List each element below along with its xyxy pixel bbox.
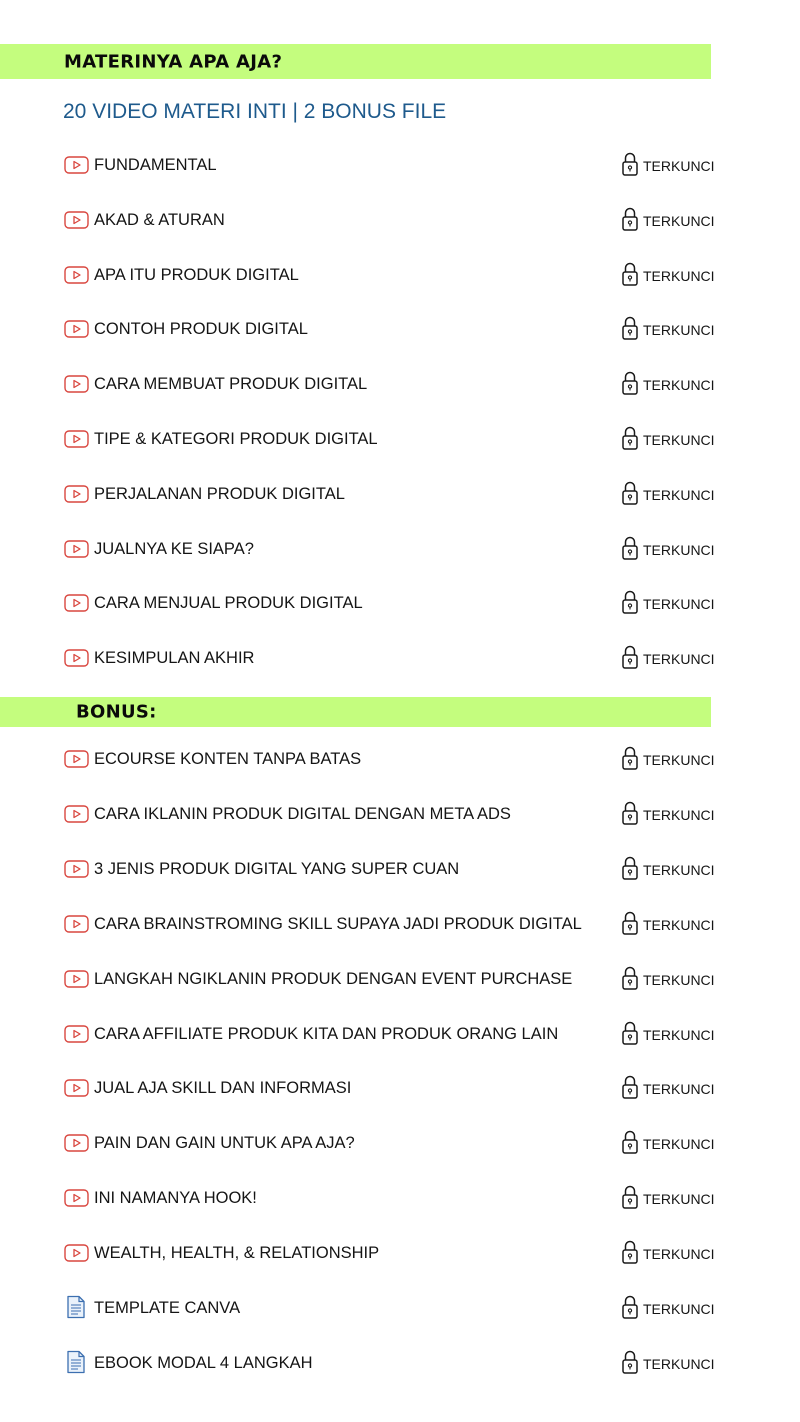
- lock-status: TERKUNCI: [643, 1301, 715, 1317]
- play-video-icon: [64, 1243, 89, 1263]
- lock-icon: [621, 1184, 639, 1210]
- item-label: CARA IKLANIN PRODUK DIGITAL DENGAN META ADS: [94, 804, 511, 823]
- lock-status: TERKUNCI: [643, 1136, 715, 1153]
- lock-status: TERKUNCI: [643, 861, 715, 878]
- bonus-item[interactable]: [0, 1241, 800, 1265]
- materi-item[interactable]: [0, 591, 800, 615]
- item-label: CARA MEMBUAT PRODUK DIGITAL: [94, 375, 368, 394]
- lock-status: TERKUNCI: [643, 752, 715, 768]
- play-video-icon: [64, 374, 89, 394]
- lock-icon: [621, 370, 639, 396]
- lock-icon: [621, 1294, 639, 1320]
- item-label: CONTOH PRODUK DIGITAL: [94, 320, 308, 339]
- item-label: CARA AFFILIATE PRODUK KITA DAN PRODUK ORANG LAIN: [94, 1024, 559, 1043]
- item-label: WEALTH, HEALTH, & RELATIONSHIP: [94, 1244, 380, 1263]
- lock-icon: [621, 855, 639, 881]
- lock-icon: [621, 206, 639, 232]
- play-video-icon: [64, 593, 89, 613]
- item-label: JUALNYA KE SIAPA?: [94, 539, 254, 558]
- play-video-icon: [64, 1024, 89, 1044]
- lock-status: TERKUNCI: [643, 916, 715, 933]
- content-summary: 20 VIDEO MATERI INTI | 2 BONUS FILE: [63, 100, 447, 123]
- play-video-icon: [64, 1133, 89, 1153]
- materi-item[interactable]: [0, 208, 800, 232]
- lock-icon: [621, 745, 639, 771]
- play-video-icon: [64, 484, 89, 504]
- bonus-item[interactable]: [0, 1351, 800, 1375]
- lock-icon: [621, 1074, 639, 1100]
- item-label: TIPE & KATEGORI PRODUK DIGITAL: [94, 430, 378, 448]
- lock-icon: [621, 800, 639, 826]
- item-label: KESIMPULAN AKHIR: [94, 649, 255, 668]
- lock-status: TERKUNCI: [643, 1355, 715, 1372]
- lock-icon: [621, 1239, 639, 1265]
- play-video-icon: [64, 859, 89, 879]
- lock-icon: [621, 261, 639, 287]
- item-label: TEMPLATE CANVA: [94, 1299, 241, 1317]
- lock-icon: [621, 425, 639, 451]
- lock-icon: [621, 910, 639, 936]
- item-label: APA ITU PRODUK DIGITAL: [94, 265, 299, 284]
- materi-item[interactable]: [0, 372, 800, 396]
- lock-icon: [621, 644, 639, 670]
- lock-status: TERKUNCI: [643, 1026, 715, 1043]
- lock-icon: [621, 151, 639, 177]
- item-label: LANGKAH NGIKLANIN PRODUK DENGAN EVENT PURCHASE: [94, 969, 573, 988]
- lock-status: TERKUNCI: [643, 377, 715, 394]
- lock-status: TERKUNCI: [643, 486, 715, 503]
- bonus-item[interactable]: [0, 1296, 800, 1320]
- lock-icon: [621, 1129, 639, 1155]
- bonus-item[interactable]: [0, 967, 800, 991]
- item-label: AKAD & ATURAN: [94, 210, 225, 229]
- materi-item[interactable]: [0, 646, 800, 670]
- bonus-item[interactable]: [0, 1186, 800, 1210]
- play-video-icon: [64, 155, 89, 175]
- lock-icon: [621, 1020, 639, 1046]
- lock-icon: [621, 315, 639, 341]
- bonus-item[interactable]: [0, 747, 800, 771]
- play-video-icon: [64, 539, 89, 559]
- lock-icon: [621, 1349, 639, 1375]
- item-label: INI NAMANYA HOOK!: [94, 1189, 257, 1208]
- lock-status: TERKUNCI: [643, 1191, 715, 1208]
- lock-status: TERKUNCI: [643, 806, 715, 823]
- bonus-item[interactable]: [0, 912, 800, 936]
- lock-status: TERKUNCI: [643, 541, 715, 558]
- bonus-item[interactable]: [0, 1076, 800, 1100]
- item-label: PAIN DAN GAIN UNTUK APA AJA?: [94, 1134, 355, 1153]
- play-video-icon: [64, 1188, 89, 1208]
- materi-item[interactable]: [0, 263, 800, 287]
- item-label: 3 JENIS PRODUK DIGITAL YANG SUPER CUAN: [94, 859, 460, 878]
- lock-status: TERKUNCI: [643, 651, 715, 668]
- lock-status: TERKUNCI: [643, 1246, 715, 1263]
- lock-status: TERKUNCI: [643, 158, 715, 174]
- bonus-item[interactable]: [0, 1022, 800, 1046]
- bonus-item[interactable]: [0, 857, 800, 881]
- item-label: PERJALANAN PRODUK DIGITAL: [94, 484, 345, 503]
- document-icon: [64, 1298, 89, 1318]
- item-label: JUAL AJA SKILL DAN INFORMASI: [94, 1079, 352, 1098]
- lock-status: TERKUNCI: [643, 971, 715, 988]
- materi-item[interactable]: [0, 317, 800, 341]
- item-label: EBOOK MODAL 4 LANGKAH: [94, 1353, 313, 1372]
- lock-icon: [621, 480, 639, 506]
- item-label: FUNDAMENTAL: [94, 156, 217, 174]
- item-label: CARA MENJUAL PRODUK DIGITAL: [94, 594, 363, 613]
- lock-icon: [621, 965, 639, 991]
- play-video-icon: [64, 648, 89, 668]
- lock-status: TERKUNCI: [643, 1081, 715, 1098]
- lock-status: TERKUNCI: [643, 596, 715, 613]
- play-video-icon: [64, 1078, 89, 1098]
- materi-item[interactable]: [0, 153, 800, 177]
- item-label: ECOURSE KONTEN TANPA BATAS: [94, 750, 362, 768]
- bonus-item[interactable]: [0, 1131, 800, 1155]
- play-video-icon: [64, 969, 89, 989]
- bonus-section-header: [0, 697, 711, 727]
- materi-item[interactable]: [0, 482, 800, 506]
- lock-icon: [621, 589, 639, 615]
- play-video-icon: [64, 914, 89, 934]
- play-video-icon: [64, 319, 89, 339]
- play-video-icon: [64, 210, 89, 230]
- materi-item[interactable]: [0, 537, 800, 561]
- play-video-icon: [64, 804, 89, 824]
- bonus-item[interactable]: [0, 802, 800, 826]
- materi-item[interactable]: [0, 427, 800, 451]
- materi-section-header: [0, 44, 711, 79]
- lock-status: TERKUNCI: [643, 267, 715, 284]
- play-video-icon: [64, 429, 89, 449]
- lock-icon: [621, 535, 639, 561]
- lock-status: TERKUNCI: [643, 212, 715, 229]
- play-video-icon: [64, 749, 89, 769]
- play-video-icon: [64, 265, 89, 285]
- document-icon: [64, 1353, 89, 1373]
- lock-status: TERKUNCI: [643, 432, 715, 448]
- materi-title: MATERINYA APA AJA?: [64, 51, 283, 72]
- bonus-title: BONUS:: [76, 701, 157, 723]
- lock-status: TERKUNCI: [643, 322, 715, 339]
- item-label: CARA BRAINSTROMING SKILL SUPAYA JADI PRODUK DIGITAL: [94, 914, 582, 933]
